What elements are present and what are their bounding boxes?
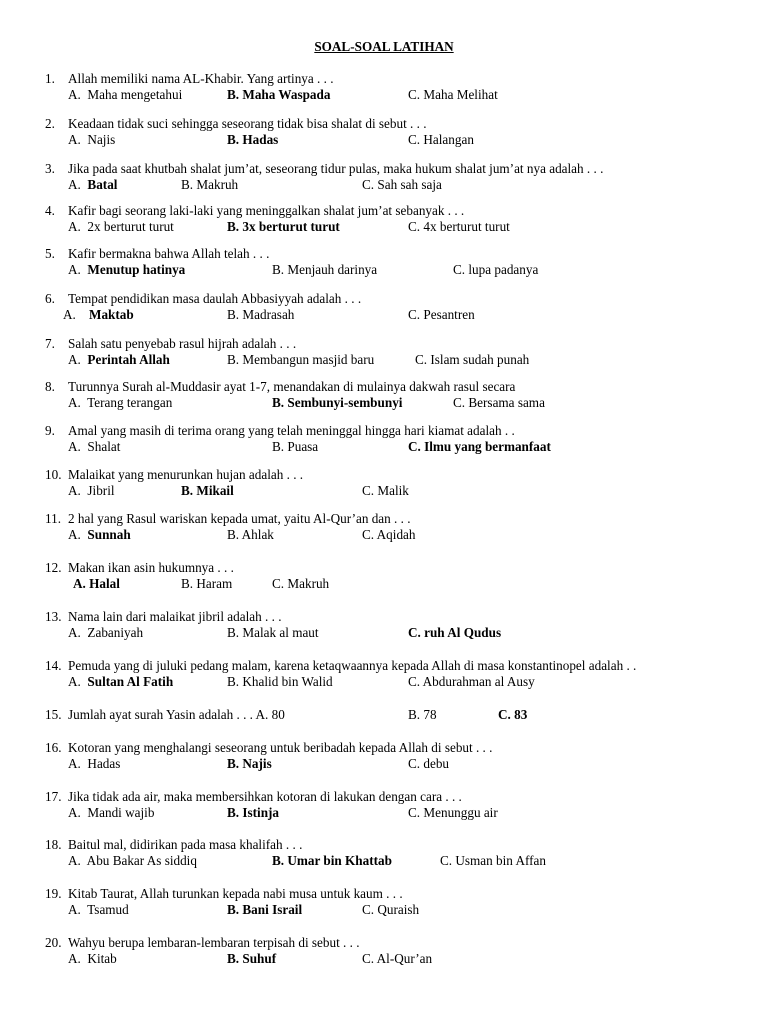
option-label: C. Al-Qur’an: [362, 951, 433, 966]
question-text: Tempat pendidikan masa daulah Abbasiyyah adalah . . .: [68, 291, 362, 306]
answer-option: [68, 262, 185, 278]
answer-option: [498, 707, 527, 723]
option-letter: A.: [68, 527, 88, 542]
answer-option: [272, 439, 318, 455]
question-number: 20.: [45, 935, 62, 950]
answer-option: [227, 527, 274, 543]
answer-option: [408, 674, 535, 690]
question-number: 16.: [45, 740, 62, 755]
question-number: 3.: [45, 161, 55, 176]
question-number: 2.: [45, 116, 55, 131]
answer-option: [181, 177, 238, 193]
option-label: Perintah Allah: [87, 352, 170, 367]
option-label: A. Shalat: [68, 439, 121, 454]
option-label: B. Khalid bin Walid: [227, 674, 333, 689]
question-text: Kitab Taurat, Allah turunkan kepada nabi musa untuk kaum . . .: [68, 886, 403, 901]
option-label: A. Zabaniyah: [68, 625, 144, 640]
option-label: A. Jibril: [68, 483, 115, 498]
answer-option: [362, 527, 415, 543]
answer-option: [408, 707, 437, 723]
option-label: B. Ahlak: [227, 527, 274, 542]
answer-option: [227, 219, 340, 235]
answer-option: [68, 527, 131, 543]
answer-option: [181, 483, 234, 499]
answer-option: [68, 951, 117, 967]
question-text: Nama lain dari malaikat jibril adalah . . .: [68, 609, 282, 624]
option-label: C. Makruh: [272, 576, 330, 591]
question-text: Wahyu berupa lembaran-lembaran terpisah di sebut . . .: [68, 935, 360, 950]
option-label: A. 2x berturut turut: [68, 219, 174, 234]
answer-option: [453, 395, 545, 411]
option-label: B. Bani Israil: [227, 902, 303, 917]
answer-option: [68, 87, 182, 103]
option-label: B. Suhuf: [227, 951, 277, 966]
question-item: [0, 161, 768, 197]
answer-option: [63, 307, 134, 323]
option-label: A. Maha mengetahui: [68, 87, 183, 102]
question-item: [0, 658, 768, 694]
question-number: 12.: [45, 560, 62, 575]
question-number: 5.: [45, 246, 55, 261]
option-label: A. Terang terangan: [68, 395, 173, 410]
option-label: B. Istinja: [227, 805, 280, 820]
answer-option: [440, 853, 546, 869]
question-text: Baitul mal, didirikan pada masa khalifah . . .: [68, 837, 303, 852]
question-text: Salah satu penyebab rasul hijrah adalah . . .: [68, 336, 297, 351]
question-number: 19.: [45, 886, 62, 901]
answer-option: [408, 132, 474, 148]
question-item: [0, 837, 768, 873]
option-label: B. Umar bin Khattab: [272, 853, 392, 868]
option-letter: A.: [68, 177, 88, 192]
option-label: B. Najis: [227, 756, 272, 771]
option-label: C. Sah sah saja: [362, 177, 442, 192]
question-item: [0, 609, 768, 645]
answer-option: [408, 756, 449, 772]
option-label: B. Makruh: [181, 177, 239, 192]
question-text: Jumlah ayat surah Yasin adalah . . . A. 80: [68, 707, 285, 722]
answer-option: [68, 756, 120, 772]
option-label: Menutup hatinya: [87, 262, 186, 277]
answer-option: [272, 853, 392, 869]
answer-option: [408, 625, 501, 641]
answer-option: [68, 674, 173, 690]
question-text: Allah memiliki nama AL-Khabir. Yang artinya . . .: [68, 71, 334, 86]
answer-option: [227, 87, 330, 103]
option-label: C. Halangan: [408, 132, 474, 147]
answer-option: [415, 352, 529, 368]
option-letter: A.: [68, 262, 88, 277]
answer-option: [68, 439, 120, 455]
option-label: C. Maha Melihat: [408, 87, 498, 102]
answer-option: [68, 625, 143, 641]
answer-option: [68, 395, 172, 411]
answer-option: [227, 805, 279, 821]
question-item: [0, 116, 768, 152]
answer-option: [227, 902, 302, 918]
answer-option: [227, 352, 374, 368]
answer-option: [68, 805, 154, 821]
option-label: B. Maha Waspada: [227, 87, 331, 102]
option-label: C. Ilmu yang bermanfaat: [408, 439, 551, 454]
option-label: C. Islam sudah punah: [415, 352, 530, 367]
question-item: [0, 71, 768, 107]
option-label: B. Mikail: [181, 483, 234, 498]
option-label: Sultan Al Fatih: [87, 674, 174, 689]
question-number: 4.: [45, 203, 55, 218]
question-item: [0, 336, 768, 372]
question-item: [0, 511, 768, 547]
question-text: Keadaan tidak suci sehingga seseorang tidak bisa shalat di sebut . . .: [68, 116, 427, 131]
option-label: A. Halal: [73, 576, 120, 591]
question-item: [0, 560, 768, 596]
question-text: Malaikat yang menurunkan hujan adalah . . .: [68, 467, 304, 482]
answer-option: [227, 756, 272, 772]
answer-option: [227, 674, 333, 690]
question-text: Turunnya Surah al-Muddasir ayat 1-7, menandakan di mulainya dakwah rasul secara: [68, 379, 516, 394]
question-item: [0, 379, 768, 415]
question-item: [0, 467, 768, 503]
answer-option: [408, 219, 510, 235]
answer-option: [362, 902, 419, 918]
question-item: [0, 707, 768, 743]
answer-option: [68, 219, 174, 235]
question-item: [0, 789, 768, 825]
question-number: 7.: [45, 336, 55, 351]
answer-option: [408, 307, 475, 323]
answer-option: [408, 439, 551, 455]
question-number: 1.: [45, 71, 55, 86]
option-letter: A.: [68, 352, 88, 367]
option-label: B. Hadas: [227, 132, 279, 147]
option-label: Maktab: [89, 307, 134, 322]
option-label: C. Bersama sama: [453, 395, 545, 410]
option-label: A. Hadas: [68, 756, 121, 771]
answer-option: [68, 132, 115, 148]
answer-option: [272, 262, 377, 278]
answer-option: [68, 853, 197, 869]
answer-option: [362, 951, 432, 967]
answer-option: [68, 352, 170, 368]
option-label: B. Membangun masjid baru: [227, 352, 375, 367]
question-number: 17.: [45, 789, 62, 804]
question-text: Pemuda yang di juluki pedang malam, karena ketaqwaannya kepada Allah di masa konstantinopel adalah . .: [68, 658, 637, 673]
option-label: A. Najis: [68, 132, 116, 147]
option-label: B. 3x berturut turut: [227, 219, 340, 234]
question-item: [0, 886, 768, 922]
option-label: A. Mandi wajib: [68, 805, 155, 820]
answer-option: [68, 177, 117, 193]
answer-option: [227, 132, 278, 148]
question-number: 18.: [45, 837, 62, 852]
option-label: A. Tsamud: [68, 902, 129, 917]
answer-option: [362, 177, 442, 193]
option-label: A. Abu Bakar As siddiq: [68, 853, 197, 868]
answer-option: [227, 625, 319, 641]
option-letter: A.: [63, 307, 90, 322]
option-label: C. Malik: [362, 483, 409, 498]
question-text: Jika pada saat khutbah shalat jum’at, seseorang tidur pulas, maka hukum shalat jum’at nya adalah . . .: [68, 161, 604, 176]
option-label: C. Menunggu air: [408, 805, 498, 820]
page-title: SOAL-SOAL LATIHAN: [314, 39, 454, 54]
option-label: B. 78: [408, 707, 437, 722]
option-label: B. Menjauh darinya: [272, 262, 378, 277]
question-item: [0, 246, 768, 282]
option-label: C. ruh Al Qudus: [408, 625, 502, 640]
question-number: 9.: [45, 423, 55, 438]
option-label: Sunnah: [87, 527, 131, 542]
question-text: Makan ikan asin hukumnya . . .: [68, 560, 234, 575]
question-number: 14.: [45, 658, 62, 673]
question-number: 10.: [45, 467, 62, 482]
answer-option: [68, 483, 115, 499]
question-number: 11.: [45, 511, 61, 526]
question-text: Kotoran yang menghalangi seseorang untuk beribadah kepada Allah di sebut . . .: [68, 740, 493, 755]
question-number: 15.: [45, 707, 62, 722]
answer-option: [362, 483, 409, 499]
answer-option: [181, 576, 232, 592]
option-label: C. lupa padanya: [453, 262, 539, 277]
option-label: C. Aqidah: [362, 527, 416, 542]
option-label: C. Quraish: [362, 902, 420, 917]
option-label: C. debu: [408, 756, 450, 771]
answer-option: [272, 576, 329, 592]
answer-option: [227, 307, 294, 323]
question-item: [0, 291, 768, 327]
option-label: B. Malak al maut: [227, 625, 319, 640]
question-number: 6.: [45, 291, 55, 306]
answer-option: [227, 951, 276, 967]
question-number: 8.: [45, 379, 55, 394]
answer-option: [453, 262, 538, 278]
answer-option: [408, 87, 498, 103]
option-label: C. 83: [498, 707, 528, 722]
answer-option: [272, 395, 402, 411]
question-text: Jika tidak ada air, maka membersihkan kotoran di lakukan dengan cara . . .: [68, 789, 462, 804]
option-label: C. Usman bin Affan: [440, 853, 546, 868]
option-label: B. Sembunyi-sembunyi: [272, 395, 403, 410]
option-label: C. Abdurahman al Ausy: [408, 674, 535, 689]
answer-option: [408, 805, 498, 821]
option-label: B. Madrasah: [227, 307, 295, 322]
option-label: A. Kitab: [68, 951, 117, 966]
question-item: [0, 423, 768, 459]
question-text: 2 hal yang Rasul wariskan kepada umat, yaitu Al-Qur’an dan . . .: [68, 511, 411, 526]
question-text: Kafir bagi seorang laki-laki yang meninggalkan shalat jum’at sebanyak . . .: [68, 203, 465, 218]
question-text: Kafir bermakna bahwa Allah telah . . .: [68, 246, 270, 261]
option-label: B. Haram: [181, 576, 233, 591]
question-item: [0, 740, 768, 776]
answer-option: [73, 576, 120, 592]
option-letter: A.: [68, 674, 88, 689]
option-label: Batal: [87, 177, 118, 192]
option-label: B. Puasa: [272, 439, 319, 454]
question-item: [0, 935, 768, 971]
answer-option: [68, 902, 129, 918]
question-number: 13.: [45, 609, 62, 624]
option-label: C. 4x berturut turut: [408, 219, 510, 234]
option-label: C. Pesantren: [408, 307, 475, 322]
question-text: Amal yang masih di terima orang yang telah meninggal hingga hari kiamat adalah . .: [68, 423, 515, 438]
question-item: [0, 203, 768, 239]
